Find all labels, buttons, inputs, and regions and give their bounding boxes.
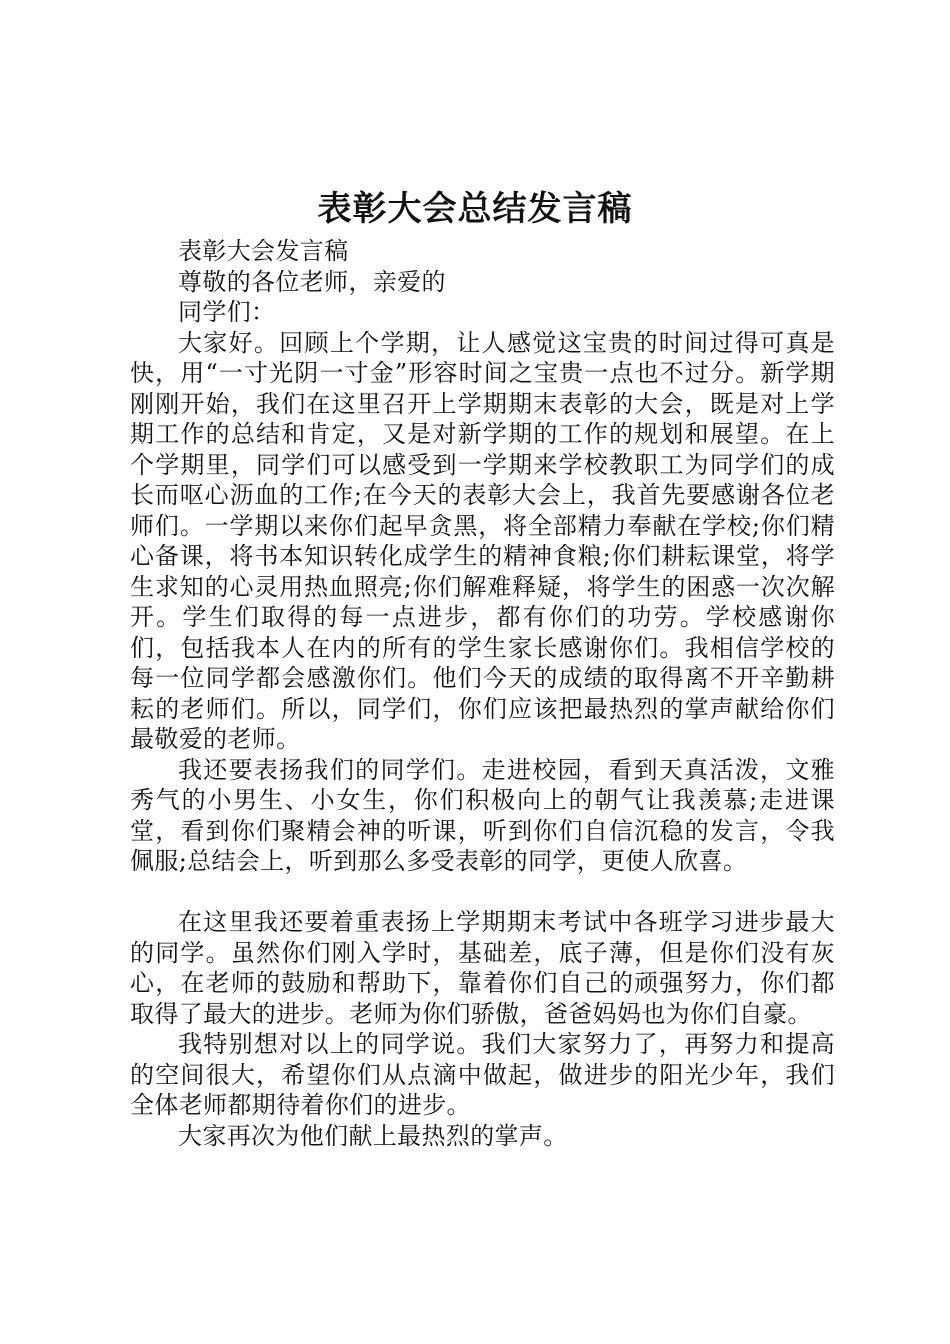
paragraph-praise-students: 我还要表扬我们的同学们。走进校园，看到天真活泼，文雅秀气的小男生、小女生，你们积极向上的朝气让我羡慕;走进课堂，看到你们聚精会神的听课，听到你们自信沉稳的发言，令我佩服;总结会上，听到那么多受表彰的同学，更使人欣喜。 (130, 755, 835, 875)
paragraph-thanks-teachers: 大家好。回顾上个学期，让人感觉这宝贵的时间过得可真是快，用“一寸光阴一寸金”形容时间之宝贵一点也不过分。新学期刚刚开始，我们在这里召开上学期期末表彰的大会，既是对上学期工作的总结和肯定，又是对新学期的工作的规划和展望。在上个学期里，同学们可以感受到一学期来学校教职工为同学们的成长而呕心沥血的工作;在今天的表彰大会上，我首先要感谢各位老师们。一学期以来你们起早贪黑，将全部精力奉献在学校;你们精心备课，将书本知识转化成学生的精神食粮;你们耕耘课堂，将学生求知的心灵用热血照亮;你们解难释疑，将学生的困惑一次次解开。学生们取得的每一点进步，都有你们的功劳。学校感谢你们，包括我本人在内的所有的学生家长感谢你们。我相信学校的每一位同学都会感激你们。他们今天的成绩的取得离不开辛勤耕耘的老师们。所以，同学们，你们应该把最热烈的掌声献给你们最敬爱的老师。 (130, 328, 835, 753)
paragraph-encouragement: 我特别想对以上的同学说。我们大家努力了，再努力和提高的空间很大，希望你们从点滴中做起，做进步的阳光少年，我们全体老师都期待着你们的进步。 (130, 1030, 835, 1119)
paragraph-heading: 表彰大会发言稿 (178, 237, 349, 265)
document-title: 表彰大会总结发言稿 (317, 189, 633, 229)
paragraph-salutation: 尊敬的各位老师，亲爱的 (178, 267, 446, 296)
paragraph-progress-students: 在这里我还要着重表扬上学期期末考试中各班学习进步最大的同学。虽然你们刚入学时，基础差，底子薄，但是你们没有灰心，在老师的鼓励和帮助下，靠着你们自己的顽强努力，你们都取得了最大的进步。老师为你们骄傲，爸爸妈妈也为你们自豪。 (130, 908, 835, 1028)
paragraph-spacer (130, 877, 835, 908)
paragraph-salutation-continued: 同学们： (178, 298, 276, 326)
paragraph-closing: 大家再次为他们献上最热烈的掌声。 (178, 1121, 568, 1150)
document-body (130, 236, 835, 1151)
